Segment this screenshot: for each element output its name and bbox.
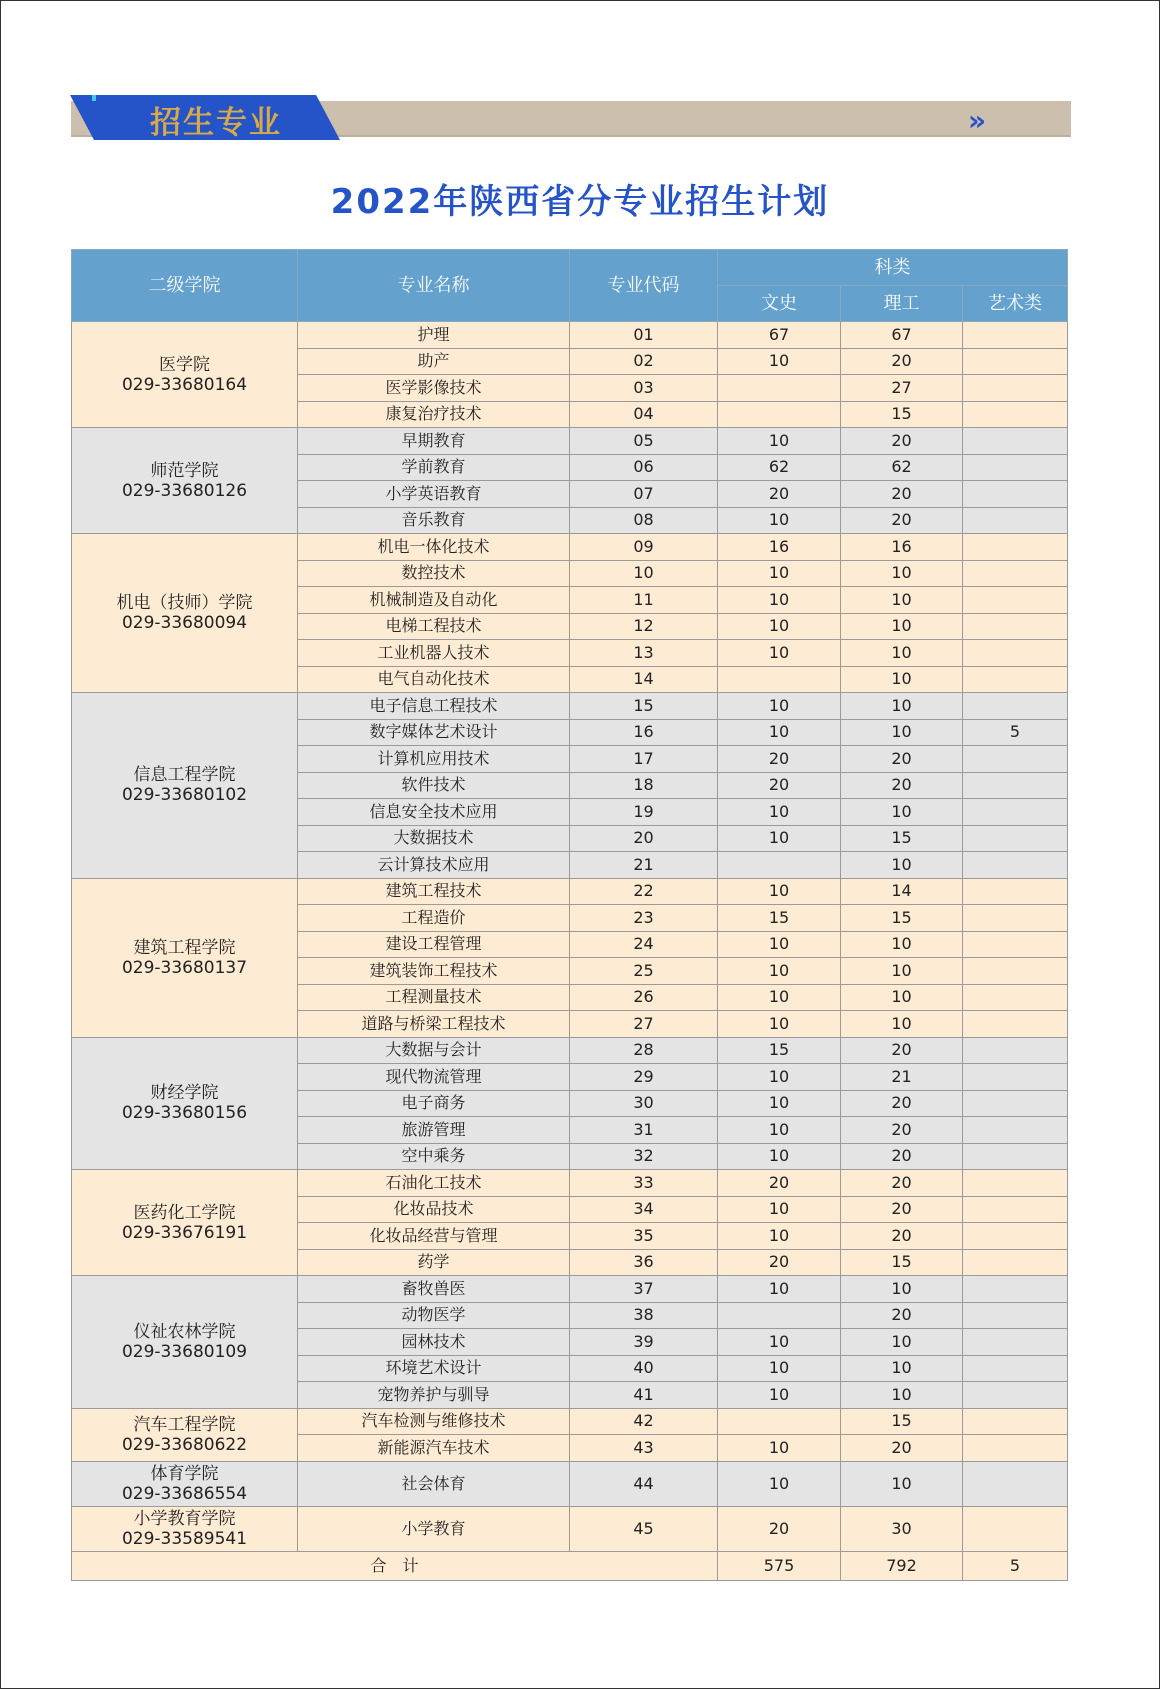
college-cell xyxy=(72,322,298,428)
quota-yishu xyxy=(963,984,1068,1011)
major-name: 小学英语教育 xyxy=(298,481,570,508)
college-name: 小学教育学院 xyxy=(133,1508,236,1529)
quota-ligong: 15 xyxy=(841,401,963,428)
page-title: 2022年陕西省分专业招生计划 xyxy=(330,182,830,222)
quota-yishu xyxy=(963,1249,1068,1276)
quota-yishu xyxy=(963,958,1068,985)
major-name: 石油化工技术 xyxy=(298,1170,570,1197)
quota-ligong: 10 xyxy=(841,1329,963,1356)
major-name: 云计算技术应用 xyxy=(298,852,570,879)
major-name: 空中乘务 xyxy=(298,1143,570,1170)
major-name: 社会体育 xyxy=(298,1461,570,1506)
major-code: 13 xyxy=(570,640,718,667)
major-name: 建筑装饰工程技术 xyxy=(298,958,570,985)
college-cell xyxy=(72,1170,298,1276)
major-code: 02 xyxy=(570,348,718,375)
quota-wenshi: 15 xyxy=(718,905,841,932)
major-code: 25 xyxy=(570,958,718,985)
quota-yishu xyxy=(963,878,1068,905)
quota-wenshi: 10 xyxy=(718,587,841,614)
major-code: 04 xyxy=(570,401,718,428)
major-name: 小学教育 xyxy=(298,1506,570,1551)
quota-wenshi xyxy=(718,1302,841,1329)
college-name: 信息工程学院 xyxy=(133,765,236,786)
total-yishu: 5 xyxy=(963,1551,1068,1580)
college-name: 机电（技师）学院 xyxy=(116,593,253,613)
major-code: 21 xyxy=(570,852,718,879)
quota-yishu xyxy=(963,348,1068,375)
major-code: 27 xyxy=(570,1011,718,1038)
major-code: 17 xyxy=(570,746,718,773)
quota-wenshi: 20 xyxy=(718,772,841,799)
college-name: 医学院 xyxy=(159,354,210,375)
quota-wenshi: 20 xyxy=(718,1170,841,1197)
major-code: 44 xyxy=(570,1461,718,1506)
quota-ligong: 15 xyxy=(841,905,963,932)
college-name: 建筑工程学院 xyxy=(133,937,236,958)
major-code: 37 xyxy=(570,1276,718,1303)
quota-wenshi xyxy=(718,852,841,879)
college-cell xyxy=(72,1408,298,1461)
college-cell xyxy=(72,1461,298,1506)
header-yishu: 艺术类 xyxy=(963,286,1068,322)
quota-wenshi: 62 xyxy=(718,454,841,481)
quota-ligong: 10 xyxy=(841,1382,963,1409)
quota-wenshi: 10 xyxy=(718,878,841,905)
table-row xyxy=(72,534,1068,561)
quota-ligong: 67 xyxy=(841,322,963,349)
quota-ligong: 10 xyxy=(841,719,963,746)
quota-ligong: 20 xyxy=(841,1117,963,1144)
quota-ligong: 20 xyxy=(841,1196,963,1223)
quota-ligong: 21 xyxy=(841,1064,963,1091)
major-code: 03 xyxy=(570,375,718,402)
quota-wenshi: 10 xyxy=(718,1329,841,1356)
college-cell xyxy=(72,878,298,1037)
quota-yishu xyxy=(963,1170,1068,1197)
college-phone: 029-33589541 xyxy=(121,1528,248,1549)
quota-yishu xyxy=(963,772,1068,799)
major-code: 45 xyxy=(570,1506,718,1551)
quota-yishu xyxy=(963,322,1068,349)
major-code: 24 xyxy=(570,931,718,958)
quota-ligong: 10 xyxy=(841,693,963,720)
quota-ligong: 10 xyxy=(841,958,963,985)
enrollment-table xyxy=(71,249,1068,1581)
college-phone: 029-33680094 xyxy=(121,613,248,633)
major-name: 建筑工程技术 xyxy=(298,878,570,905)
major-name: 化妆品技术 xyxy=(298,1196,570,1223)
major-name: 畜牧兽医 xyxy=(298,1276,570,1303)
college-phone: 029-33680622 xyxy=(121,1434,248,1455)
college-phone: 029-33680126 xyxy=(121,480,248,501)
quota-wenshi: 10 xyxy=(718,1382,841,1409)
quota-yishu xyxy=(963,454,1068,481)
quota-yishu xyxy=(963,1382,1068,1409)
quota-yishu xyxy=(963,1090,1068,1117)
total-row xyxy=(72,1551,1068,1580)
major-code: 32 xyxy=(570,1143,718,1170)
major-name: 助产 xyxy=(298,348,570,375)
quota-yishu xyxy=(963,1037,1068,1064)
section-label: 招生专业 xyxy=(150,105,282,141)
quota-ligong: 20 xyxy=(841,428,963,455)
major-name: 工程测量技术 xyxy=(298,984,570,1011)
quota-ligong: 15 xyxy=(841,825,963,852)
quota-ligong: 20 xyxy=(841,1302,963,1329)
college-phone: 029-33680109 xyxy=(121,1341,248,1362)
header-category: 科类 xyxy=(718,250,1068,286)
college-cell xyxy=(72,1506,298,1551)
major-code: 43 xyxy=(570,1435,718,1462)
major-name: 工程造价 xyxy=(298,905,570,932)
major-name: 早期教育 xyxy=(298,428,570,455)
quota-wenshi: 10 xyxy=(718,958,841,985)
quota-wenshi: 10 xyxy=(718,1011,841,1038)
major-name: 药学 xyxy=(298,1249,570,1276)
major-name: 机械制造及自动化 xyxy=(298,587,570,614)
major-name: 计算机应用技术 xyxy=(298,746,570,773)
quota-wenshi: 20 xyxy=(718,1249,841,1276)
major-name: 道路与桥梁工程技术 xyxy=(298,1011,570,1038)
major-code: 09 xyxy=(570,534,718,561)
table-row xyxy=(72,1408,1068,1435)
college-phone: 029-33680156 xyxy=(121,1103,248,1124)
table-row xyxy=(72,1276,1068,1303)
quota-ligong: 20 xyxy=(841,746,963,773)
table-row xyxy=(72,322,1068,349)
quota-wenshi: 10 xyxy=(718,1196,841,1223)
major-name: 大数据技术 xyxy=(298,825,570,852)
quota-yishu xyxy=(963,1506,1068,1551)
quota-ligong: 20 xyxy=(841,1037,963,1064)
quota-wenshi: 10 xyxy=(718,560,841,587)
total-wenshi: 575 xyxy=(718,1551,841,1580)
quota-wenshi: 10 xyxy=(718,719,841,746)
major-code: 20 xyxy=(570,825,718,852)
quota-yishu xyxy=(963,746,1068,773)
quota-ligong: 20 xyxy=(841,348,963,375)
major-code: 18 xyxy=(570,772,718,799)
total-ligong: 792 xyxy=(841,1551,963,1580)
quota-yishu xyxy=(963,613,1068,640)
double-chevron-icon: » xyxy=(968,104,981,137)
college-phone: 029-33676191 xyxy=(121,1222,248,1243)
college-phone: 029-33680102 xyxy=(121,785,248,806)
major-name: 旅游管理 xyxy=(298,1117,570,1144)
major-name: 康复治疗技术 xyxy=(298,401,570,428)
quota-wenshi xyxy=(718,375,841,402)
quota-wenshi: 10 xyxy=(718,1223,841,1250)
quota-yishu xyxy=(963,587,1068,614)
major-code: 15 xyxy=(570,693,718,720)
quota-wenshi: 67 xyxy=(718,322,841,349)
quota-ligong: 20 xyxy=(841,1090,963,1117)
major-code: 14 xyxy=(570,666,718,693)
quota-ligong: 10 xyxy=(841,1011,963,1038)
major-code: 42 xyxy=(570,1408,718,1435)
quota-ligong: 10 xyxy=(841,613,963,640)
table-body xyxy=(72,322,1068,1581)
total-label: 合 计 xyxy=(72,1551,718,1580)
college-cell xyxy=(72,1276,298,1409)
quota-yishu xyxy=(963,375,1068,402)
major-code: 40 xyxy=(570,1355,718,1382)
major-name: 新能源汽车技术 xyxy=(298,1435,570,1462)
major-name: 数字媒体艺术设计 xyxy=(298,719,570,746)
quota-wenshi: 10 xyxy=(718,507,841,534)
quota-yishu xyxy=(963,1117,1068,1144)
major-name: 护理 xyxy=(298,322,570,349)
major-name: 现代物流管理 xyxy=(298,1064,570,1091)
college-name: 体育学院 xyxy=(150,1463,219,1484)
major-name: 环境艺术设计 xyxy=(298,1355,570,1382)
college-name: 师范学院 xyxy=(150,460,219,481)
quota-yishu xyxy=(963,825,1068,852)
major-code: 33 xyxy=(570,1170,718,1197)
quota-wenshi: 10 xyxy=(718,799,841,826)
table-row xyxy=(72,693,1068,720)
quota-yishu xyxy=(963,1064,1068,1091)
quota-yishu xyxy=(963,799,1068,826)
table-row xyxy=(72,428,1068,455)
header-ligong: 理工 xyxy=(841,286,963,322)
quota-wenshi: 10 xyxy=(718,1090,841,1117)
major-code: 29 xyxy=(570,1064,718,1091)
college-cell xyxy=(72,534,298,693)
major-code: 12 xyxy=(570,613,718,640)
quota-yishu xyxy=(963,1329,1068,1356)
quota-wenshi: 10 xyxy=(718,1143,841,1170)
quota-ligong: 10 xyxy=(841,852,963,879)
major-name: 园林技术 xyxy=(298,1329,570,1356)
quota-wenshi: 16 xyxy=(718,534,841,561)
quota-wenshi: 10 xyxy=(718,1355,841,1382)
quota-ligong: 20 xyxy=(841,772,963,799)
quota-ligong: 10 xyxy=(841,1461,963,1506)
major-name: 音乐教育 xyxy=(298,507,570,534)
quota-ligong: 20 xyxy=(841,1435,963,1462)
major-name: 建设工程管理 xyxy=(298,931,570,958)
major-name: 电子商务 xyxy=(298,1090,570,1117)
major-name: 软件技术 xyxy=(298,772,570,799)
table-row xyxy=(72,1461,1068,1506)
header-major: 专业名称 xyxy=(298,250,570,322)
major-name: 学前教育 xyxy=(298,454,570,481)
major-name: 机电一体化技术 xyxy=(298,534,570,561)
college-cell xyxy=(72,693,298,879)
major-code: 11 xyxy=(570,587,718,614)
college-name: 仪祉农林学院 xyxy=(133,1321,236,1342)
quota-yishu xyxy=(963,852,1068,879)
table-row xyxy=(72,1506,1068,1551)
quota-wenshi: 10 xyxy=(718,1276,841,1303)
header-college: 二级学院 xyxy=(72,250,298,322)
major-name: 数控技术 xyxy=(298,560,570,587)
header-wenshi: 文史 xyxy=(718,286,841,322)
quota-ligong: 62 xyxy=(841,454,963,481)
quota-wenshi: 10 xyxy=(718,693,841,720)
quota-yishu xyxy=(963,640,1068,667)
major-code: 26 xyxy=(570,984,718,1011)
table-row xyxy=(72,1037,1068,1064)
quota-ligong: 10 xyxy=(841,640,963,667)
quota-wenshi: 10 xyxy=(718,984,841,1011)
quota-wenshi: 10 xyxy=(718,640,841,667)
quota-ligong: 10 xyxy=(841,931,963,958)
tag-accent xyxy=(92,95,96,101)
quota-yishu xyxy=(963,560,1068,587)
quota-yishu xyxy=(963,1408,1068,1435)
quota-wenshi: 10 xyxy=(718,613,841,640)
college-phone: 029-33680164 xyxy=(121,374,248,395)
major-code: 16 xyxy=(570,719,718,746)
major-code: 01 xyxy=(570,322,718,349)
major-code: 31 xyxy=(570,1117,718,1144)
quota-ligong: 30 xyxy=(841,1506,963,1551)
quota-yishu xyxy=(963,1011,1068,1038)
quota-ligong: 16 xyxy=(841,534,963,561)
major-code: 07 xyxy=(570,481,718,508)
college-name: 医药化工学院 xyxy=(133,1202,236,1223)
college-name: 财经学院 xyxy=(150,1083,219,1104)
quota-ligong: 20 xyxy=(841,481,963,508)
quota-yishu xyxy=(963,1302,1068,1329)
quota-wenshi xyxy=(718,401,841,428)
major-name: 动物医学 xyxy=(298,1302,570,1329)
quota-wenshi: 20 xyxy=(718,746,841,773)
major-name: 工业机器人技术 xyxy=(298,640,570,667)
quota-yishu xyxy=(963,534,1068,561)
quota-ligong: 10 xyxy=(841,1276,963,1303)
major-name: 电子信息工程技术 xyxy=(298,693,570,720)
major-name: 信息安全技术应用 xyxy=(298,799,570,826)
quota-ligong: 10 xyxy=(841,560,963,587)
quota-yishu xyxy=(963,1276,1068,1303)
major-code: 36 xyxy=(570,1249,718,1276)
quota-yishu xyxy=(963,905,1068,932)
college-cell xyxy=(72,428,298,534)
quota-wenshi xyxy=(718,1408,841,1435)
college-name: 汽车工程学院 xyxy=(133,1414,236,1435)
quota-yishu xyxy=(963,1143,1068,1170)
college-cell xyxy=(72,1037,298,1170)
major-code: 08 xyxy=(570,507,718,534)
quota-ligong: 10 xyxy=(841,984,963,1011)
major-code: 06 xyxy=(570,454,718,481)
major-code: 41 xyxy=(570,1382,718,1409)
major-name: 电气自动化技术 xyxy=(298,666,570,693)
major-code: 34 xyxy=(570,1196,718,1223)
major-name: 宠物养护与驯导 xyxy=(298,1382,570,1409)
quota-wenshi: 15 xyxy=(718,1037,841,1064)
quota-ligong: 20 xyxy=(841,1143,963,1170)
table-row xyxy=(72,878,1068,905)
major-code: 05 xyxy=(570,428,718,455)
quota-ligong: 15 xyxy=(841,1408,963,1435)
quota-wenshi: 20 xyxy=(718,1506,841,1551)
major-code: 30 xyxy=(570,1090,718,1117)
major-code: 28 xyxy=(570,1037,718,1064)
quota-yishu xyxy=(963,931,1068,958)
major-name: 汽车检测与维修技术 xyxy=(298,1408,570,1435)
quota-wenshi: 10 xyxy=(718,825,841,852)
quota-wenshi: 10 xyxy=(718,1435,841,1462)
quota-wenshi: 10 xyxy=(718,1461,841,1506)
quota-yishu xyxy=(963,481,1068,508)
quota-yishu xyxy=(963,401,1068,428)
quota-yishu xyxy=(963,693,1068,720)
quota-yishu xyxy=(963,1461,1068,1506)
quota-ligong: 20 xyxy=(841,1170,963,1197)
quota-ligong: 10 xyxy=(841,799,963,826)
major-code: 10 xyxy=(570,560,718,587)
major-code: 19 xyxy=(570,799,718,826)
major-code: 35 xyxy=(570,1223,718,1250)
college-phone: 029-33680137 xyxy=(121,957,248,978)
quota-yishu xyxy=(963,1435,1068,1462)
quota-yishu xyxy=(963,428,1068,455)
quota-yishu xyxy=(963,507,1068,534)
quota-ligong: 10 xyxy=(841,666,963,693)
quota-wenshi: 10 xyxy=(718,1117,841,1144)
major-name: 大数据与会计 xyxy=(298,1037,570,1064)
quota-ligong: 14 xyxy=(841,878,963,905)
quota-wenshi: 20 xyxy=(718,481,841,508)
college-phone: 029-33686554 xyxy=(121,1483,248,1504)
header-code: 专业代码 xyxy=(570,250,718,322)
major-name: 化妆品经营与管理 xyxy=(298,1223,570,1250)
table-row xyxy=(72,1170,1068,1197)
major-code: 38 xyxy=(570,1302,718,1329)
major-name: 电梯工程技术 xyxy=(298,613,570,640)
major-code: 39 xyxy=(570,1329,718,1356)
major-name: 医学影像技术 xyxy=(298,375,570,402)
quota-ligong: 20 xyxy=(841,507,963,534)
quota-yishu xyxy=(963,1223,1068,1250)
quota-ligong: 27 xyxy=(841,375,963,402)
quota-wenshi: 10 xyxy=(718,428,841,455)
quota-ligong: 10 xyxy=(841,587,963,614)
quota-ligong: 15 xyxy=(841,1249,963,1276)
quota-yishu xyxy=(963,1196,1068,1223)
quota-wenshi: 10 xyxy=(718,348,841,375)
quota-yishu xyxy=(963,666,1068,693)
quota-wenshi: 10 xyxy=(718,931,841,958)
quota-wenshi xyxy=(718,666,841,693)
quota-ligong: 10 xyxy=(841,1355,963,1382)
quota-yishu: 5 xyxy=(963,719,1068,746)
major-code: 22 xyxy=(570,878,718,905)
quota-wenshi: 10 xyxy=(718,1064,841,1091)
quota-yishu xyxy=(963,1355,1068,1382)
major-code: 23 xyxy=(570,905,718,932)
quota-ligong: 20 xyxy=(841,1223,963,1250)
